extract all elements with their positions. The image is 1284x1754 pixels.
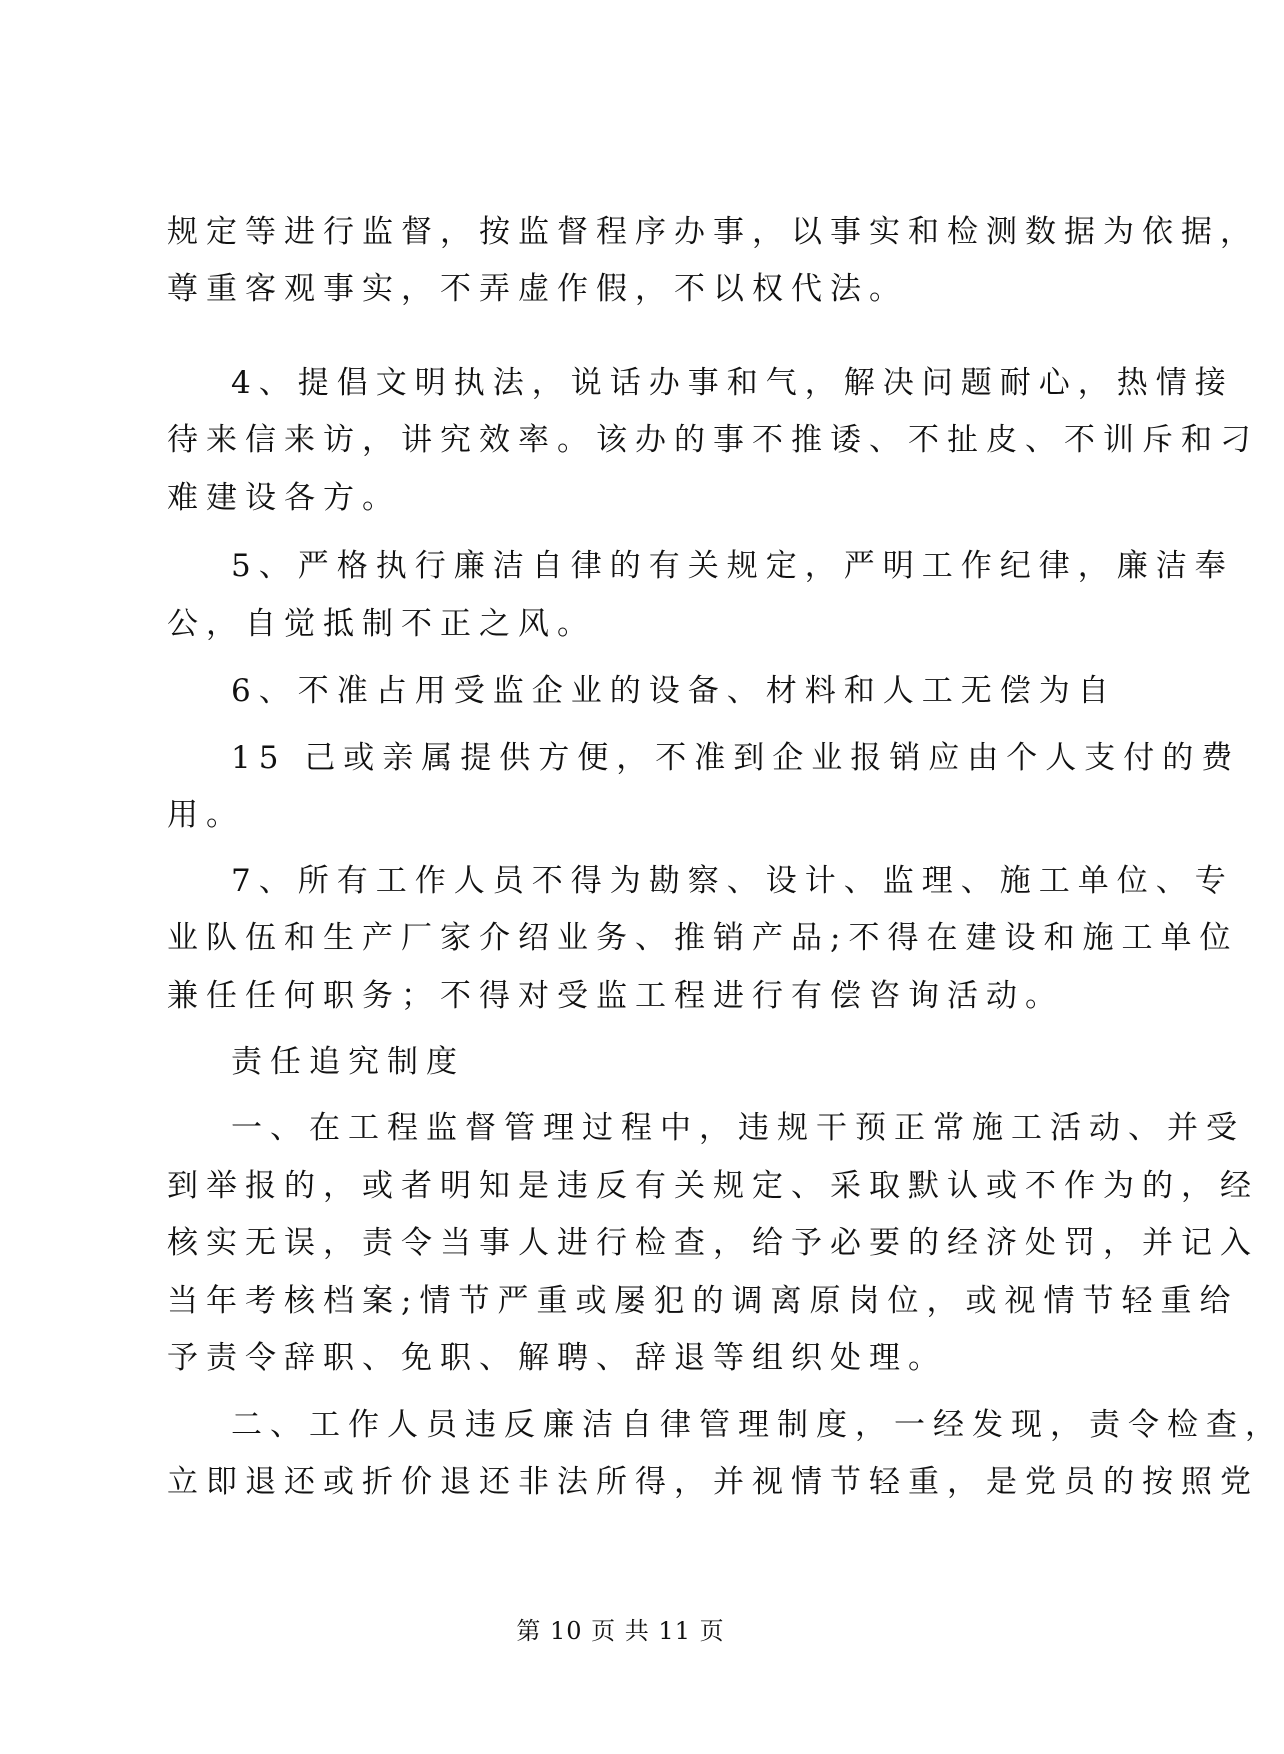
body-line: 当年考核档案;情节严重或屡犯的调离原岗位，或视情节轻重给 bbox=[167, 1283, 1239, 1319]
body-line: 难建设各方。 bbox=[167, 480, 401, 516]
body-line: 到举报的，或者明知是违反有关规定、采取默认或不作为的，经 bbox=[167, 1168, 1259, 1204]
body-line: 公，自觉抵制不正之风。 bbox=[167, 606, 596, 642]
body-line: 待来信来访，讲究效率。该办的事不推诿、不扯皮、不训斥和刁 bbox=[167, 422, 1259, 458]
paragraph-4-line: 4、提倡文明执法，说话办事和气，解决问题耐心，热情接 bbox=[231, 365, 1234, 401]
paragraph-6-continuation: 15 己或亲属提供方便，不准到企业报销应由个人支付的费 bbox=[231, 740, 1241, 776]
body-line: 核实无误，责令当事人进行检查，给予必要的经济处罚，并记入 bbox=[167, 1225, 1259, 1261]
paragraph-6-line: 6、不准占用受监企业的设备、材料和人工无偿为自 bbox=[231, 673, 1117, 709]
clause-1-line: 一、在工程监督管理过程中，违规干预正常施工活动、并受 bbox=[231, 1110, 1245, 1146]
body-line: 予责令辞职、免职、解聘、辞退等组织处理。 bbox=[167, 1340, 947, 1376]
body-line: 尊重客观事实，不弄虚作假，不以权代法。 bbox=[167, 271, 908, 307]
section-heading: 责任追究制度 bbox=[231, 1044, 465, 1080]
body-line: 规定等进行监督，按监督程序办事，以事实和检测数据为依据， bbox=[167, 214, 1259, 250]
paragraph-7-line: 7、所有工作人员不得为勘察、设计、监理、施工单位、专 bbox=[231, 863, 1234, 899]
body-line: 用。 bbox=[167, 797, 245, 833]
clause-2-line: 二、工作人员违反廉洁自律管理制度，一经发现，责令检查， bbox=[231, 1407, 1284, 1443]
body-line: 立即退还或折价退还非法所得，并视情节轻重，是党员的按照党 bbox=[167, 1464, 1259, 1500]
body-line: 兼任任何职务；不得对受监工程进行有偿咨询活动。 bbox=[167, 978, 1064, 1014]
body-line: 业队伍和生产厂家介绍业务、推销产品;不得在建设和施工单位 bbox=[167, 920, 1239, 956]
paragraph-5-line: 5、严格执行廉洁自律的有关规定，严明工作纪律，廉洁奉 bbox=[231, 548, 1234, 584]
page-number: 第 10 页 共 11 页 bbox=[516, 1617, 725, 1645]
